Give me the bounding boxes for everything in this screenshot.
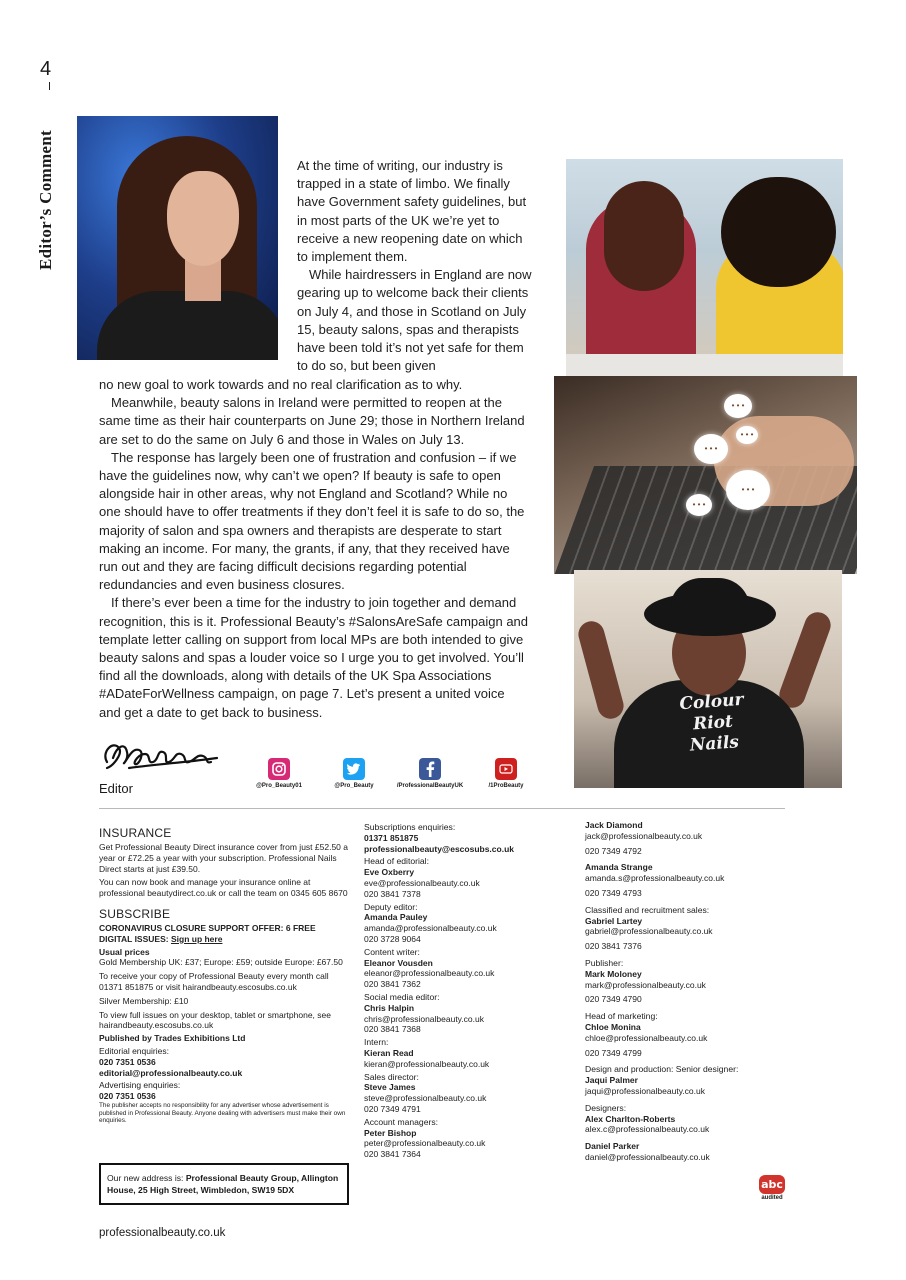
contact-phone: 020 7349 4790 — [585, 994, 642, 1005]
article-paragraph: no new goal to work towards and no real clarification as to why. — [99, 377, 463, 392]
insurance-heading: INSURANCE — [99, 826, 172, 840]
contact-email[interactable]: amanda.s@professionalbeauty.co.uk — [585, 873, 725, 884]
youtube-icon — [495, 758, 517, 780]
facebook-icon — [419, 758, 441, 780]
address-line: Professional Beauty Group, Allington House, 25 High Street, Wimbledon, SW19 5DX — [107, 1173, 339, 1195]
contact-entry — [364, 947, 574, 990]
usual-prices-label: Usual prices — [99, 946, 150, 957]
contact-name: Chris Halpin — [364, 1002, 415, 1013]
footer-url[interactable]: professionalbeauty.co.uk — [99, 1227, 226, 1239]
contact-role: Head of marketing: — [585, 1011, 658, 1022]
contact-name: Jack Diamond — [585, 820, 643, 830]
contact-role: Deputy editor: — [364, 901, 418, 912]
contact-phone: 020 7349 4791 — [364, 1103, 421, 1114]
contact-name: Chloe Monina — [585, 1021, 641, 1032]
social-handle: /1ProBeauty — [488, 783, 524, 789]
signature-role: Editor — [99, 781, 133, 796]
contact-email[interactable]: alex.c@professionalbeauty.co.uk — [585, 1124, 710, 1135]
contact-email[interactable]: jaqui@professionalbeauty.co.uk — [585, 1085, 705, 1096]
editor-signature — [99, 732, 224, 778]
subscriptions-label: Subscriptions enquiries: — [364, 822, 456, 832]
publisher-text: Published by Trades Exhibitions Ltd — [99, 1033, 246, 1044]
chat-bubble-icon — [694, 434, 728, 464]
laptop-chat-photo — [554, 376, 857, 574]
info-column-left — [99, 826, 351, 1125]
contact-role: Content writer: — [364, 946, 420, 957]
contact-phone: 020 7349 4792 — [585, 845, 642, 856]
digital-text: To view full issues on your desktop, tablet or smartphone, see hairandbeauty.escosubs.co.uk — [99, 1009, 331, 1031]
contact-entry — [585, 905, 785, 952]
contact-entry — [585, 820, 785, 856]
chat-bubble-icon — [686, 494, 712, 516]
article-paragraph: If there’s ever been a time for the industry to join together and demand recognition, this is it. Professional Beauty’s #SalonsAreSafe campaign and template letter calling on support from local MPs are both intended to give beauty salons and spas a louder voice so I urge you to get involved. You’ll find all the downloads, along with details of the UK Spa Associations #ADateForWellness campaign, on page 7. Let’s present a united voice and get a date to get back to business. — [99, 595, 529, 720]
advertising-label: Advertising enquiries: — [99, 1080, 181, 1091]
contact-name: Amanda Pauley — [364, 912, 428, 923]
subscriptions-phone: 01371 851875 — [364, 832, 419, 843]
contact-role: Classified and recruitment sales: — [585, 904, 710, 915]
contact-name: Peter Bishop — [364, 1127, 417, 1138]
contact-role: Intern: — [364, 1037, 389, 1048]
contact-entry — [585, 1141, 785, 1163]
gold-membership: Gold Membership UK: £37; Europe: £59; outside Europe: £67.50 — [99, 957, 343, 968]
contact-entry — [585, 862, 785, 898]
contact-role: Designers: — [585, 1102, 627, 1113]
contact-phone: 020 7349 4799 — [585, 1047, 642, 1058]
contact-email[interactable]: eleanor@professionalbeauty.co.uk — [364, 968, 495, 979]
contact-email[interactable]: mark@professionalbeauty.co.uk — [585, 979, 706, 990]
twitter-icon — [343, 758, 365, 780]
silver-membership: Silver Membership: £10 — [99, 995, 189, 1006]
editorial-label: Editorial enquiries: — [99, 1045, 169, 1056]
contact-role: Design and production: Senior designer: — [585, 1064, 739, 1075]
contact-role: Head of editorial: — [364, 856, 429, 867]
contact-entry — [585, 1011, 785, 1058]
contact-role: Sales director: — [364, 1071, 419, 1082]
contact-name: Eleanor Vousden — [364, 957, 433, 968]
receive-copy-text: To receive your copy of Professional Beauty every month call 01371 851875 or visit hairandbeauty.escosubs.co.uk — [99, 971, 329, 992]
contact-phone: 020 7349 4793 — [585, 887, 642, 898]
editorial-email[interactable]: editorial@professionalbeauty.co.uk — [99, 1067, 243, 1078]
contact-email[interactable]: eve@professionalbeauty.co.uk — [364, 877, 480, 888]
page-number-rule — [49, 82, 50, 90]
contact-name: Gabriel Lartey — [585, 915, 643, 926]
advertising-phone: 020 7351 0536 — [99, 1091, 156, 1102]
contact-entry — [364, 902, 574, 945]
contact-email[interactable]: steve@professionalbeauty.co.uk — [364, 1093, 487, 1104]
social-handle: /ProfessionalBeautyUK — [396, 783, 464, 789]
social-handle: @Pro_Beauty — [334, 783, 374, 789]
contact-name: Steve James — [364, 1082, 416, 1093]
students-photo — [566, 159, 843, 388]
info-column-right — [585, 820, 785, 1169]
address-box — [99, 1163, 349, 1205]
contact-email[interactable]: chris@professionalbeauty.co.uk — [364, 1013, 484, 1024]
abc-caption: audited — [761, 1195, 783, 1201]
contact-role: Account managers: — [364, 1116, 439, 1127]
subscribe-heading: SUBSCRIBE — [99, 906, 171, 921]
page-number: 4 — [40, 58, 52, 80]
contact-entry — [364, 992, 574, 1035]
contact-entry — [585, 958, 785, 1005]
contact-phone: 020 3841 7376 — [585, 941, 642, 952]
article-narrow-column — [297, 157, 533, 375]
contact-email[interactable]: amanda@professionalbeauty.co.uk — [364, 923, 497, 934]
article-paragraph: The response has largely been one of frustration and confusion – if we have the guidelines now, why can’t we open? If beauty is safe to open alongside hair in other areas, why not England and Scotland? While no one should have to offer treatments if they don’t feel it is safe to do so, the majority of salon and spa owners and therapists are desperate to start making an income. For many, the grants, if any, that they received have run out and they are facing difficult decisions regarding potential redundancies and even business closures. — [99, 449, 525, 593]
contact-phone: 020 3841 7364 — [364, 1149, 421, 1160]
contact-name: Alex Charlton-Roberts — [585, 1113, 676, 1124]
info-column-middle — [364, 820, 574, 1161]
contact-entry — [364, 1072, 574, 1115]
contact-email[interactable]: jack@professionalbeauty.co.uk — [585, 830, 703, 841]
abc-audited-logo — [759, 1175, 785, 1201]
article-paragraph: While hairdressers in England are now gearing up to welcome back their clients on July 4, and those in Scotland on July 15, beauty salons, spas and therapists have been told it’s not yet safe for them to do so, but been given — [297, 267, 532, 374]
contact-name: Amanda Strange — [585, 862, 653, 873]
editorial-phone: 020 7351 0536 — [99, 1056, 156, 1067]
subscriptions-email[interactable]: professionalbeauty@escosubs.co.uk — [364, 843, 514, 854]
social-handle: @Pro_Beauty01 — [256, 783, 302, 789]
contact-name: Kieran Read — [364, 1047, 414, 1058]
subscribe-offer: CORONAVIRUS CLOSURE SUPPORT OFFER: 6 FREE DIGITAL ISSUES: Sign up here — [99, 922, 316, 944]
contact-phone: 020 3841 7378 — [364, 888, 421, 899]
article-paragraph: Meanwhile, beauty salons in Ireland were permitted to reopen at the same time as their hair counterparts on June 29; those in Northern Ireland are set to do the same on July 6 and those in Wales on July 13. — [99, 395, 525, 447]
contact-role: Publisher: — [585, 957, 624, 968]
contact-entry — [364, 856, 574, 899]
contact-email[interactable]: daniel@professionalbeauty.co.uk — [585, 1151, 710, 1162]
contact-email[interactable]: peter@professionalbeauty.co.uk — [364, 1138, 486, 1149]
insurance-text: Get Professional Beauty Direct insurance cover from just £52.50 a year or £72.25 a year with your subscription. Professional Nails Direct starts at just £39.50. — [99, 842, 348, 874]
subscriptions-block — [364, 822, 574, 854]
sign-up-link[interactable]: Sign up here — [170, 933, 223, 944]
colour-riot-nails-photo — [574, 570, 842, 788]
article-wide-column — [99, 376, 529, 722]
contact-phone: 020 3841 7362 — [364, 979, 421, 990]
contact-name: Jaqui Palmer — [585, 1075, 638, 1086]
contact-email[interactable]: gabriel@professionalbeauty.co.uk — [585, 926, 713, 937]
chat-bubble-icon — [724, 394, 752, 418]
contact-name: Daniel Parker — [585, 1141, 640, 1152]
contact-entry — [585, 1103, 785, 1135]
contact-email[interactable]: kieran@professionalbeauty.co.uk — [364, 1058, 490, 1069]
shirt-print: Colour Riot Nails — [678, 689, 745, 756]
contact-name: Mark Moloney — [585, 968, 642, 979]
contact-entry — [364, 1117, 574, 1160]
article-paragraph: At the time of writing, our industry is trapped in a state of limbo. We finally have Government safety guidelines, but in most parts of the UK we’re yet to receive a new reopening date on which to implement them. — [297, 158, 527, 265]
section-label: Editor’s Comment — [36, 130, 55, 270]
contact-phone: 020 3841 7368 — [364, 1024, 421, 1035]
address-prefix: Our new address is: — [107, 1173, 184, 1183]
publisher-disclaimer: The publisher accepts no responsibility for any advertiser whose advertisement is published in Professional Beauty. Anyone dealing with advertisers must make their own enquiries. — [99, 1101, 346, 1125]
contact-email[interactable]: chloe@professionalbeauty.co.uk — [585, 1032, 708, 1043]
contact-name: Eve Oxberry — [364, 867, 415, 878]
contact-phone: 020 3728 9064 — [364, 933, 421, 944]
contact-entry — [364, 1037, 574, 1069]
instagram-icon — [268, 758, 290, 780]
chat-bubble-icon — [726, 470, 770, 510]
abc-logo-mark: abc — [759, 1175, 785, 1194]
chat-bubble-icon — [736, 426, 758, 444]
contact-entry — [585, 1064, 785, 1096]
editor-photo — [77, 116, 278, 360]
section-divider — [99, 808, 785, 809]
insurance-text: You can now book and manage your insurance online at professional beautydirect.co.uk or call the team on 0345 605 8670 — [99, 877, 348, 899]
social-youtube[interactable] — [461, 758, 551, 789]
contact-role: Social media editor: — [364, 991, 440, 1002]
